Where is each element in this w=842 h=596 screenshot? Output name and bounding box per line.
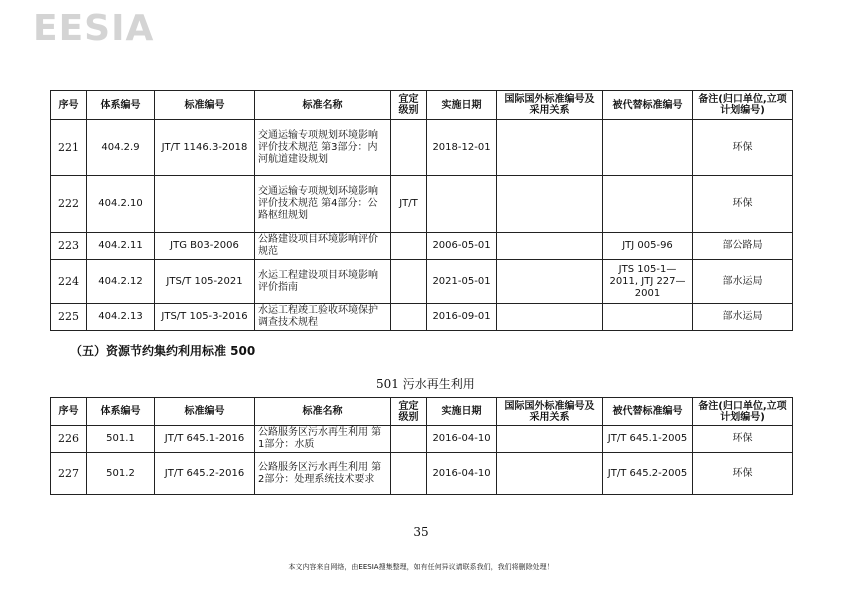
cell-note: 环保 [693, 453, 793, 495]
cell-replaced: JT/T 645.1-2005 [603, 426, 693, 453]
cell-replaced: JTS 105-1—2011, JTJ 227—2001 [603, 260, 693, 304]
header-replaced: 被代替标准编号 [603, 398, 693, 426]
cell-standard-name: 公路建设项目环境影响评价规范 [255, 233, 391, 260]
cell-replaced [603, 120, 693, 176]
table-row [51, 176, 793, 233]
cell-seq: 226 [51, 426, 87, 453]
cell-seq: 223 [51, 233, 87, 260]
cell-standard-number: JTG B03-2006 [155, 233, 255, 260]
header-intl: 国际国外标准编号及采用关系 [497, 398, 603, 426]
table-row [51, 233, 793, 260]
table-row [51, 453, 793, 495]
cell-replaced: JT/T 645.2-2005 [603, 453, 693, 495]
footer-disclaimer: 本文内容来自网络，由EESIA搜集整理，如有任何异议请联系我们，我们将删除处理！ [288, 563, 554, 571]
cell-standard-number: JT/T 645.1-2016 [155, 426, 255, 453]
cell-standard-number [155, 176, 255, 233]
cell-system-number: 501.1 [87, 426, 155, 453]
cell-intl [497, 176, 603, 233]
cell-date: 2016-04-10 [427, 453, 497, 495]
header-standard-name: 标准名称 [255, 398, 391, 426]
cell-intl [497, 453, 603, 495]
cell-level [391, 453, 427, 495]
header-seq: 序号 [51, 91, 87, 120]
table-header-row [51, 398, 793, 426]
cell-replaced [603, 304, 693, 331]
cell-standard-name: 公路服务区污水再生利用 第2部分：处理系统技术要求 [255, 453, 391, 495]
cell-date: 2021-05-01 [427, 260, 497, 304]
cell-standard-name: 水运工程竣工验收环境保护调查技术规程 [255, 304, 391, 331]
sub-heading: 501 污水再生利用 [376, 377, 475, 391]
cell-seq: 221 [51, 120, 87, 176]
cell-note: 环保 [693, 176, 793, 233]
header-standard-number: 标准编号 [155, 91, 255, 120]
cell-note: 环保 [693, 120, 793, 176]
cell-standard-number: JTS/T 105-2021 [155, 260, 255, 304]
header-intl: 国际国外标准编号及采用关系 [497, 91, 603, 120]
page-number: 35 [413, 525, 429, 539]
cell-seq: 222 [51, 176, 87, 233]
cell-intl [497, 233, 603, 260]
cell-date: 2016-09-01 [427, 304, 497, 331]
cell-note: 环保 [693, 426, 793, 453]
header-replaced: 被代替标准编号 [603, 91, 693, 120]
cell-level [391, 304, 427, 331]
header-date: 实施日期 [427, 91, 497, 120]
cell-standard-name: 交通运输专项规划环境影响评价技术规范 第3部分：内河航道建设规划 [255, 120, 391, 176]
header-system-number: 体系编号 [87, 91, 155, 120]
cell-note: 部水运局 [693, 260, 793, 304]
cell-system-number: 404.2.12 [87, 260, 155, 304]
cell-note: 部公路局 [693, 233, 793, 260]
header-note: 备注(归口单位,立项计划编号) [693, 91, 793, 120]
cell-seq: 224 [51, 260, 87, 304]
standards-table-2 [50, 397, 793, 495]
header-system-number: 体系编号 [87, 398, 155, 426]
cell-seq: 225 [51, 304, 87, 331]
table-row [51, 120, 793, 176]
cell-level [391, 233, 427, 260]
cell-replaced [603, 176, 693, 233]
cell-system-number: 404.2.11 [87, 233, 155, 260]
table-row [51, 304, 793, 331]
header-level: 宜定级别 [391, 398, 427, 426]
section-heading: （五）资源节约集约利用标准 500 [70, 344, 256, 358]
cell-date: 2016-04-10 [427, 426, 497, 453]
cell-intl [497, 260, 603, 304]
cell-system-number: 404.2.10 [87, 176, 155, 233]
table-row [51, 426, 793, 453]
header-level: 宜定级别 [391, 91, 427, 120]
cell-standard-number: JTS/T 105-3-2016 [155, 304, 255, 331]
cell-standard-name: 交通运输专项规划环境影响评价技术规范 第4部分：公路枢纽规划 [255, 176, 391, 233]
cell-standard-name: 水运工程建设项目环境影响评价指南 [255, 260, 391, 304]
cell-system-number: 404.2.9 [87, 120, 155, 176]
cell-level [391, 260, 427, 304]
cell-standard-name: 公路服务区污水再生利用 第1部分：水质 [255, 426, 391, 453]
cell-intl [497, 426, 603, 453]
cell-standard-number: JT/T 645.2-2016 [155, 453, 255, 495]
header-seq: 序号 [51, 398, 87, 426]
cell-seq: 227 [51, 453, 87, 495]
cell-level [391, 120, 427, 176]
cell-system-number: 404.2.13 [87, 304, 155, 331]
header-standard-name: 标准名称 [255, 91, 391, 120]
table-header-row [51, 91, 793, 120]
eesia-logo: EESIA [33, 8, 155, 49]
cell-system-number: 501.2 [87, 453, 155, 495]
header-date: 实施日期 [427, 398, 497, 426]
header-standard-number: 标准编号 [155, 398, 255, 426]
cell-date: 2006-05-01 [427, 233, 497, 260]
cell-intl [497, 120, 603, 176]
cell-note: 部水运局 [693, 304, 793, 331]
cell-level: JT/T [391, 176, 427, 233]
cell-standard-number: JT/T 1146.3-2018 [155, 120, 255, 176]
table-row [51, 260, 793, 304]
header-note: 备注(归口单位,立项计划编号) [693, 398, 793, 426]
cell-date: 2018-12-01 [427, 120, 497, 176]
cell-date [427, 176, 497, 233]
standards-table-1 [50, 90, 793, 331]
cell-level [391, 426, 427, 453]
cell-replaced: JTJ 005-96 [603, 233, 693, 260]
cell-intl [497, 304, 603, 331]
